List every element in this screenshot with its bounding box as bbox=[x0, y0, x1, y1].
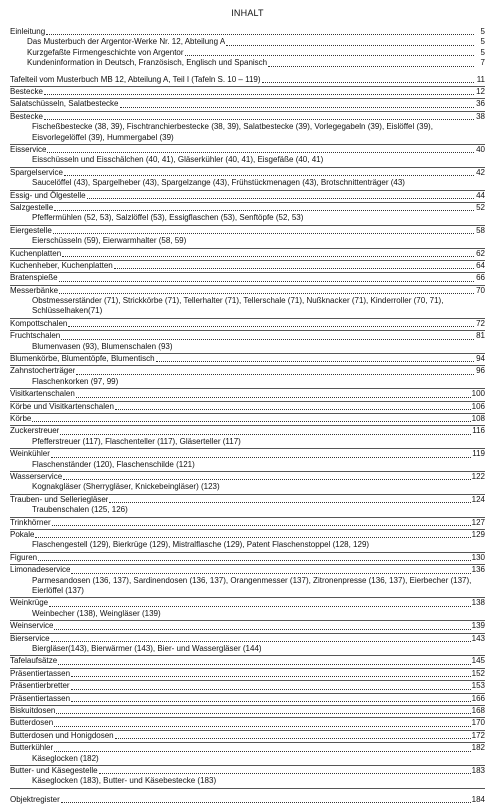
toc-entry-page: 168 bbox=[471, 705, 485, 715]
toc-entry[interactable] bbox=[10, 75, 485, 85]
toc-entry-description: Käseglocken (182) bbox=[32, 753, 99, 763]
toc-entry-label: Butterdosen bbox=[10, 718, 54, 728]
dot-leader bbox=[52, 525, 471, 526]
toc-entry-label: Eisservice bbox=[10, 144, 47, 154]
toc-entry-page: 40 bbox=[476, 144, 485, 154]
toc-entry-description: Käseglocken (183), Butter- und Käsebestecke (183) bbox=[32, 776, 217, 786]
dot-leader bbox=[51, 641, 471, 642]
dot-leader bbox=[35, 537, 470, 538]
toc-entry-label: Butter- und Käsegestelle bbox=[10, 765, 98, 775]
toc-entry-description: Kognakgläser (Sherrygläser, Knickebeingläser) (123) bbox=[32, 482, 220, 492]
toc-entry-label: Messerbänke bbox=[10, 285, 59, 295]
page-title: INHALT bbox=[231, 8, 264, 18]
dot-leader bbox=[47, 152, 474, 153]
dot-leader bbox=[61, 802, 471, 803]
dot-leader bbox=[49, 606, 471, 607]
toc-entry-page: 38 bbox=[476, 111, 485, 121]
toc-entry-page: 44 bbox=[476, 190, 485, 200]
dot-leader bbox=[44, 119, 474, 120]
toc-entry-page: 72 bbox=[476, 318, 485, 328]
toc-entry-label: Kundeninformation in Deutsch, Französisch, Englisch und Spanisch bbox=[27, 58, 268, 68]
toc-entry[interactable] bbox=[10, 286, 485, 296]
toc-entry[interactable] bbox=[10, 319, 485, 329]
toc-entry[interactable] bbox=[10, 261, 485, 271]
dot-leader bbox=[68, 326, 474, 327]
dot-leader bbox=[32, 421, 470, 422]
toc-entry-label: Weinkühler bbox=[10, 449, 50, 459]
dot-leader bbox=[115, 409, 471, 410]
toc-entry-description: Weinbecher (138), Weingläser (139) bbox=[32, 608, 161, 618]
dot-leader bbox=[59, 293, 474, 294]
toc-entry[interactable] bbox=[10, 565, 485, 575]
dot-leader bbox=[59, 281, 474, 282]
toc-entry-page: 143 bbox=[471, 633, 485, 643]
dot-leader bbox=[51, 457, 471, 458]
dot-leader bbox=[38, 560, 471, 561]
toc-entry-label: Kompottschalen bbox=[10, 318, 68, 328]
toc-entry-description: Flaschenständer (120), Flaschenschilde (121) bbox=[32, 459, 195, 469]
toc-entry-page: 116 bbox=[472, 426, 485, 436]
dot-leader bbox=[53, 233, 474, 234]
toc-entry[interactable] bbox=[10, 168, 485, 178]
toc-entry[interactable] bbox=[10, 402, 485, 412]
toc-entry-page: 106 bbox=[471, 401, 485, 411]
toc-entry-label: Bierservice bbox=[10, 633, 50, 643]
toc-entry-description: Fischeßbestecke (38, 39), Fischtranchierbestecke (38, 39), Salatbestecke (39), Vorlegegabeln (39), Eislöffel (39), Eisvorlegelöffel (39), Hummergabel (39) bbox=[32, 122, 433, 142]
toc-entry-page: 11 bbox=[476, 74, 485, 84]
toc-entry-label: Spargelservice bbox=[10, 167, 63, 177]
toc-entry-page: 70 bbox=[476, 285, 485, 295]
toc-entry-description: Pfeffermühlen (52, 53), Salzlöffel (53), Essigflaschen (53), Senftöpfe (52, 53) bbox=[32, 213, 304, 223]
dot-leader bbox=[62, 256, 474, 257]
toc-entry[interactable] bbox=[10, 226, 485, 236]
toc-entry-description: Saucelöffel (43), Spargelheber (43), Spargelzange (43), Frühstückmenagen (43), Brotschnittenträger (43) bbox=[32, 178, 405, 188]
toc-entry-label: Das Musterbuch der Argentor-Werke Nr. 12, Abteilung A bbox=[27, 37, 226, 47]
toc-entry[interactable] bbox=[10, 58, 485, 68]
toc-entry-page: 108 bbox=[471, 414, 485, 424]
toc-entry-page: 42 bbox=[476, 167, 485, 177]
toc-entry[interactable] bbox=[10, 203, 485, 213]
toc-entry-label: Präsentierbretter bbox=[10, 681, 70, 691]
dot-leader bbox=[58, 664, 471, 665]
toc-entry[interactable] bbox=[10, 414, 485, 424]
toc-entry-label: Bratenspieße bbox=[10, 273, 58, 283]
toc-entry-page: 183 bbox=[471, 765, 485, 775]
toc-entry-page: 36 bbox=[476, 99, 485, 109]
toc-entry-label: Biskuitdosen bbox=[10, 705, 56, 715]
toc-entry-page: 5 bbox=[480, 26, 485, 36]
toc-entry-label: Zuckerstreuer bbox=[10, 426, 60, 436]
toc-entry[interactable] bbox=[10, 743, 485, 753]
toc-entry[interactable] bbox=[10, 634, 485, 644]
toc-entry[interactable] bbox=[10, 681, 485, 691]
toc-entry-label: Limonadeservice bbox=[10, 565, 71, 575]
toc-entry[interactable] bbox=[10, 694, 485, 704]
dot-leader bbox=[262, 82, 474, 83]
toc-entry-label: Wasserservice bbox=[10, 472, 63, 482]
toc-entry-label: Blumenkörbe, Blumentöpfe, Blumentisch bbox=[10, 354, 155, 364]
toc-entry-label: Bestecke bbox=[10, 111, 43, 121]
toc-entry-label: Zahnstocherträger bbox=[10, 366, 76, 376]
toc-entry[interactable] bbox=[10, 656, 485, 666]
toc-entry-label: Trinkhörner bbox=[10, 517, 51, 527]
toc-entry-description: Eierschüsseln (59), Eierwarmhalter (58, 59) bbox=[32, 236, 187, 246]
toc-entry-page: 130 bbox=[471, 552, 485, 562]
toc-entry-label: Visitkartenschalen bbox=[10, 389, 75, 399]
table-of-contents bbox=[10, 27, 485, 805]
toc-entry[interactable] bbox=[10, 472, 485, 482]
toc-entry[interactable] bbox=[10, 426, 485, 436]
toc-entry-description: Blumenvasen (93), Blumenschalen (93) bbox=[32, 341, 173, 351]
dot-leader bbox=[185, 55, 474, 56]
dot-leader bbox=[76, 397, 471, 398]
toc-entry-page: 152 bbox=[471, 668, 485, 678]
dot-leader bbox=[120, 107, 474, 108]
toc-entry-description: Flaschengestell (129), Bierkrüge (129), Mistralflasche (129), Patent Flaschenstoppel (128, 129) bbox=[32, 540, 370, 550]
toc-entry-page: 145 bbox=[471, 656, 485, 666]
dot-leader bbox=[44, 94, 474, 95]
toc-entry-page: 58 bbox=[476, 225, 485, 235]
toc-entry-label: Figuren bbox=[10, 552, 38, 562]
toc-entry-page: 12 bbox=[476, 86, 485, 96]
dot-leader bbox=[226, 45, 474, 46]
toc-entry-page: 7 bbox=[480, 58, 485, 68]
toc-entry-label: Körbe bbox=[10, 414, 32, 424]
dot-leader bbox=[54, 726, 471, 727]
toc-entry[interactable] bbox=[10, 731, 485, 741]
dot-leader bbox=[61, 339, 474, 340]
dot-leader bbox=[109, 502, 470, 503]
toc-entry-page: 122 bbox=[471, 472, 485, 482]
toc-entry-page: 5 bbox=[480, 47, 485, 57]
dot-leader bbox=[114, 268, 474, 269]
toc-entry-page: 66 bbox=[476, 273, 485, 283]
toc-entry-description: Biergläser(143), Bierwärmer (143), Bier- und Wassergläser (144) bbox=[32, 643, 262, 653]
toc-entry-description: Parmesandosen (136, 137), Sardinendosen (136, 137), Orangenmesser (137), Zitronenpresse (136, 137), Eierbecher (137), Eierlöffel (137) bbox=[32, 575, 472, 595]
toc-entry[interactable] bbox=[10, 718, 485, 728]
dot-leader bbox=[99, 773, 471, 774]
toc-entry-label: Tafelaufsätze bbox=[10, 656, 58, 666]
toc-entry[interactable] bbox=[10, 530, 485, 540]
toc-entry[interactable] bbox=[10, 191, 485, 201]
toc-entry-label: Butterdosen und Honigdosen bbox=[10, 730, 114, 740]
toc-entry-label: Weinkrüge bbox=[10, 598, 49, 608]
toc-entry-label: Eiergestelle bbox=[10, 225, 52, 235]
dot-leader bbox=[71, 573, 470, 574]
toc-entry[interactable] bbox=[10, 621, 485, 631]
toc-entry-description: Traubenschalen (125, 126) bbox=[32, 505, 128, 515]
toc-entry-label: Präsentiertassen bbox=[10, 693, 71, 703]
toc-entry-label: Kuchenheber, Kuchenplatten bbox=[10, 260, 113, 270]
toc-entry[interactable] bbox=[10, 366, 485, 376]
toc-entry-label: Kuchenplatten bbox=[10, 248, 62, 258]
toc-entry-page: 182 bbox=[471, 743, 485, 753]
toc-entry[interactable] bbox=[10, 389, 485, 399]
toc-entry-page: 96 bbox=[476, 366, 485, 376]
dot-leader bbox=[54, 751, 471, 752]
toc-entry-description: Obstmesserständer (71), Strickkörbe (71), Tellerhalter (71), Tellerschale (71), Nußknacker (71), Kinderroller (70, 71), Schlüsselhaken(71) bbox=[32, 296, 444, 316]
toc-entry[interactable] bbox=[10, 27, 485, 37]
toc-entry-description: Flaschenkorken (97, 99) bbox=[32, 376, 119, 386]
toc-entry-page: 100 bbox=[471, 389, 485, 399]
toc-entry-label: Bestecke bbox=[10, 86, 43, 96]
toc-entry[interactable] bbox=[10, 766, 485, 776]
toc-entry-label: Einleitung bbox=[10, 26, 46, 36]
toc-entry[interactable] bbox=[10, 249, 485, 259]
dot-leader bbox=[56, 713, 470, 714]
dot-leader bbox=[87, 198, 474, 199]
dot-leader bbox=[268, 66, 474, 67]
toc-entry-page: 62 bbox=[476, 248, 485, 258]
toc-entry[interactable] bbox=[10, 99, 485, 109]
toc-entry-label: Salatschüsseln, Salatbestecke bbox=[10, 99, 119, 109]
toc-entry[interactable] bbox=[10, 553, 485, 563]
toc-entry-page: 52 bbox=[476, 202, 485, 212]
toc-entry[interactable] bbox=[10, 495, 485, 505]
toc-entry-description: Eisschüsseln und Eisschälchen (40, 41), Gläserkühler (40, 41), Eisgefäße (40, 41) bbox=[32, 155, 324, 165]
toc-entry[interactable] bbox=[10, 273, 485, 283]
toc-entry-page: 127 bbox=[471, 517, 485, 527]
toc-entry[interactable] bbox=[10, 87, 485, 97]
toc-entry-page: 119 bbox=[472, 449, 485, 459]
toc-entry-page: 129 bbox=[471, 530, 485, 539]
toc-entry[interactable] bbox=[10, 518, 485, 528]
toc-entry[interactable] bbox=[10, 669, 485, 679]
toc-entry-label: Pokale bbox=[10, 530, 35, 539]
toc-entry-page: 153 bbox=[471, 681, 485, 691]
dot-leader bbox=[76, 374, 474, 375]
toc-entry[interactable] bbox=[10, 48, 485, 58]
toc-entry-label: Salzgestelle bbox=[10, 202, 54, 212]
toc-entry-label: Objektregister bbox=[10, 794, 60, 804]
toc-entry[interactable] bbox=[10, 37, 485, 47]
dot-leader bbox=[115, 738, 471, 739]
dot-leader bbox=[63, 479, 470, 480]
toc-entry-page: 166 bbox=[471, 693, 485, 703]
dot-leader bbox=[54, 629, 470, 630]
toc-entry-label: Essig- und Ölgestelle bbox=[10, 190, 86, 200]
toc-entry[interactable] bbox=[10, 112, 485, 122]
toc-entry-page: 139 bbox=[471, 621, 485, 631]
toc-entry[interactable] bbox=[10, 795, 485, 805]
toc-entry-page: 5 bbox=[480, 37, 485, 47]
toc-entry-label: Weinservice bbox=[10, 621, 54, 631]
dot-leader bbox=[46, 34, 474, 35]
dot-leader bbox=[64, 175, 474, 176]
toc-entry-label: Körbe und Visitkartenschalen bbox=[10, 401, 114, 411]
dot-leader bbox=[60, 434, 471, 435]
toc-entry-page: 170 bbox=[471, 718, 485, 728]
toc-entry-label: Butterkühler bbox=[10, 743, 54, 753]
toc-entry-page: 172 bbox=[471, 730, 485, 740]
dot-leader bbox=[54, 210, 474, 211]
toc-entry-page: 136 bbox=[471, 565, 485, 575]
toc-entry[interactable] bbox=[10, 706, 485, 716]
toc-entry-page: 124 bbox=[471, 494, 485, 504]
toc-entry[interactable] bbox=[10, 354, 485, 364]
toc-entry[interactable] bbox=[10, 145, 485, 155]
toc-entry-label: Präsentiertassen bbox=[10, 668, 71, 678]
toc-entry[interactable] bbox=[10, 449, 485, 459]
toc-entry-page: 81 bbox=[476, 331, 485, 341]
toc-entry[interactable] bbox=[10, 598, 485, 608]
toc-entry-label: Tafelteil vom Musterbuch MB 12, Abteilung A, Teil I (Tafeln S. 10 – 119) bbox=[10, 74, 261, 84]
dot-leader bbox=[71, 689, 471, 690]
toc-entry-page: 94 bbox=[476, 354, 485, 364]
toc-entry-label: Fruchtschalen bbox=[10, 331, 61, 341]
toc-entry-description: Pfefferstreuer (117), Flaschenteller (117), Gläserteller (117) bbox=[32, 436, 241, 446]
dot-leader bbox=[71, 676, 471, 677]
toc-entry-page: 64 bbox=[476, 260, 485, 270]
toc-entry-page: 184 bbox=[471, 794, 485, 804]
dot-leader bbox=[71, 701, 471, 702]
toc-entry-page: 138 bbox=[471, 598, 485, 608]
dot-leader bbox=[156, 361, 474, 362]
toc-entry[interactable] bbox=[10, 331, 485, 341]
toc-entry-label: Trauben- und Selleriegläser bbox=[10, 494, 109, 504]
toc-entry-label: Kurzgefaßte Firmengeschichte von Argentor bbox=[27, 47, 184, 57]
